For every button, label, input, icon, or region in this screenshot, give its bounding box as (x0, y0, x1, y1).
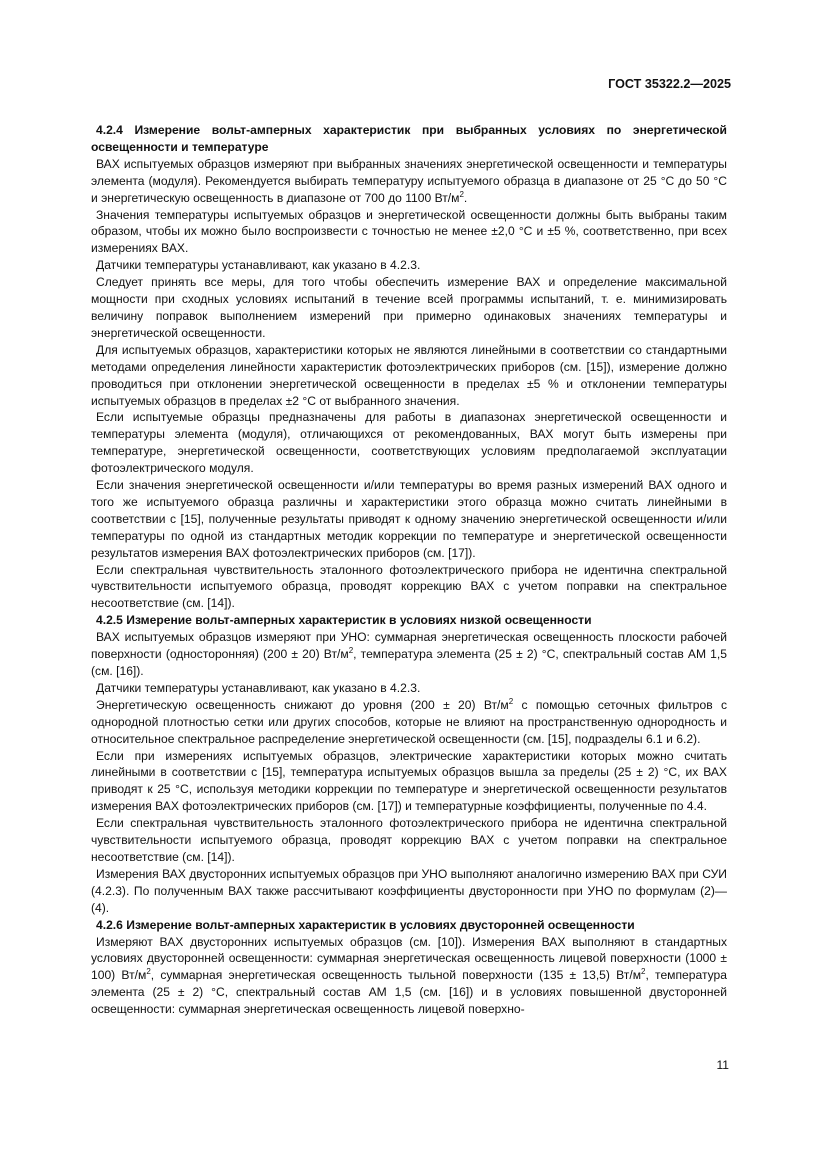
body-paragraph: Если при измерениях испытуемых образцов, электрические характеристики которых можно считать линейными в соответствии с [15], температура испытуемых образцов вышла за пределы (25 ± 2) °С, их ВАХ приводят к 25 °С, используя методики коррекции по температуре и энергетической освещенности результатов измерения ВАХ фотоэлектрических приборов (см. [17]) и температурные коэффициенты, полученные по 4.4. (91, 748, 727, 814)
body-paragraph: Если спектральная чувствительность эталонного фотоэлектрического прибора не идентична спектральной чувствительности испытуемого образца, проводят коррекцию ВАХ с учетом поправки на спектральное несоответствие (см. [14]). (91, 562, 727, 611)
section-heading: 4.2.4 Измерение вольт-амперных характеристик при выбранных условиях по энергетической освещенности и температуре (91, 123, 727, 154)
document-code-header: ГОСТ 35322.2—2025 (608, 77, 731, 91)
body-paragraph: ВАХ испытуемых образцов измеряют при выбранных значениях энергетической освещенности и температуры элемента (модуля). Рекомендуется выбирать температуру испытуемого образца в диапазоне от 25 °С до 50 °С и энергетическую освещенность в диапазоне от 700 до 1100 $Вт/м^2$. (91, 156, 727, 205)
page-number: 11 (716, 1058, 729, 1072)
body-paragraph: Значения температуры испытуемых образцов и энергетической освещенности должны быть выбраны таким образом, чтобы их можно было воспроизвести с точностью не менее ±2,0 °С и ±5 %, соответственно, при всех измерениях ВАХ. (91, 207, 727, 256)
body-paragraph: Датчики температуры устанавливают, как указано в 4.2.3. (96, 258, 421, 273)
body-paragraph: Измеряют ВАХ двусторонних испытуемых образцов (см. [10]). Измерения ВАХ выполняют в стандартных условиях двусторонней освещенности: суммарная энергетическая освещенность лицевой поверхности (1000 ± 100) $Вт/м^2$, суммарная энергетическая освещенность тыльной поверхности (135 ± 13,5) $Вт/м^2$, температура элемента (25 ± 2) °С, спектральный состав АМ 1,5 (см. [16]) и в условиях повышенной двусторонней освещенности: суммарная энергетическая освещенность лицевой поверхно- (91, 934, 728, 1017)
body-paragraph: Для испытуемых образцов, характеристики которых не являются линейными в соответствии со стандартными методами определения линейности характеристик фотоэлектрических приборов (см. [15]), измерение должно проводиться при отклонении энергетической освещенности в пределах ±5 % и отклонении температуры испытуемых образцов в пределах ±2 °С от выбранного значения. (91, 342, 727, 408)
body-paragraph: Датчики температуры устанавливают, как указано в 4.2.3. (96, 680, 421, 695)
body-paragraph: ВАХ испытуемых образцов измеряют при УНО: суммарная энергетическая освещенность плоскости рабочей поверхности (односторонняя) (200 ± 20) $Вт/м^2$, температура элемента (25 ± 2) °С, спектральный состав АМ 1,5 (см. [16]). (91, 630, 727, 678)
body-paragraph: Если спектральная чувствительность эталонного фотоэлектрического прибора не идентична спектральной чувствительности испытуемого образца, проводят коррекцию ВАХ с учетом поправки на спектральное несоответствие (см. [14]). (91, 816, 727, 864)
document-body (91, 122, 727, 1018)
body-paragraph: Следует принять все меры, для того чтобы обеспечить измерение ВАХ и определение максимальной мощности при сходных условиях испытаний в течение всей программы испытаний, т. е. минимизировать величину поправок выполнением измерений при примерно одинаковых значениях температуры и энергетической освещенности. (91, 275, 727, 340)
section-heading: 4.2.5 Измерение вольт-амперных характеристик в условиях низкой освещенности (96, 613, 592, 628)
section-heading: 4.2.6 Измерение вольт-амперных характеристик в условиях двусторонней освещенности (96, 917, 635, 932)
body-paragraph: Энергетическую освещенность снижают до уровня (200 ± 20) $Вт/м^2$ с помощью сеточных фильтров с однородной плотностью сетки или других способов, которые не влияют на пространственную однородность и относительное спектральное распределение энергетической освещенности (см. [15], подразделы 6.1 и 6.2). (91, 696, 727, 746)
body-paragraph: Если значения энергетической освещенности и/или температуры во время разных измерений ВАХ одного и того же испытуемого образца различны и характеристики этого образца можно считать линейными в соответствии с [15], полученные результаты приводят к одному значению энергетической освещенности и/или температуры по одной из стандартных методик коррекции по температуре и энергетической освещенности результатов измерения ВАХ фотоэлектрических приборов (см. [17]). (91, 478, 727, 560)
body-paragraph: Измерения ВАХ двусторонних испытуемых образцов при УНО выполняют аналогично измерению ВАХ при СУИ (4.2.3). По полученным ВАХ также рассчитывают коэффициенты двусторонности при УНО по формулам (2)—(4). (91, 866, 727, 915)
body-paragraph: Если испытуемые образцы предназначены для работы в диапазонах энергетической освещенности и температуры элемента (модуля), отличающихся от рекомендованных, ВАХ могут быть измерены при температуре, энергетической освещенности, соответствующих условиям предполагаемой эксплуатации фотоэлектрического модуля. (91, 410, 727, 476)
